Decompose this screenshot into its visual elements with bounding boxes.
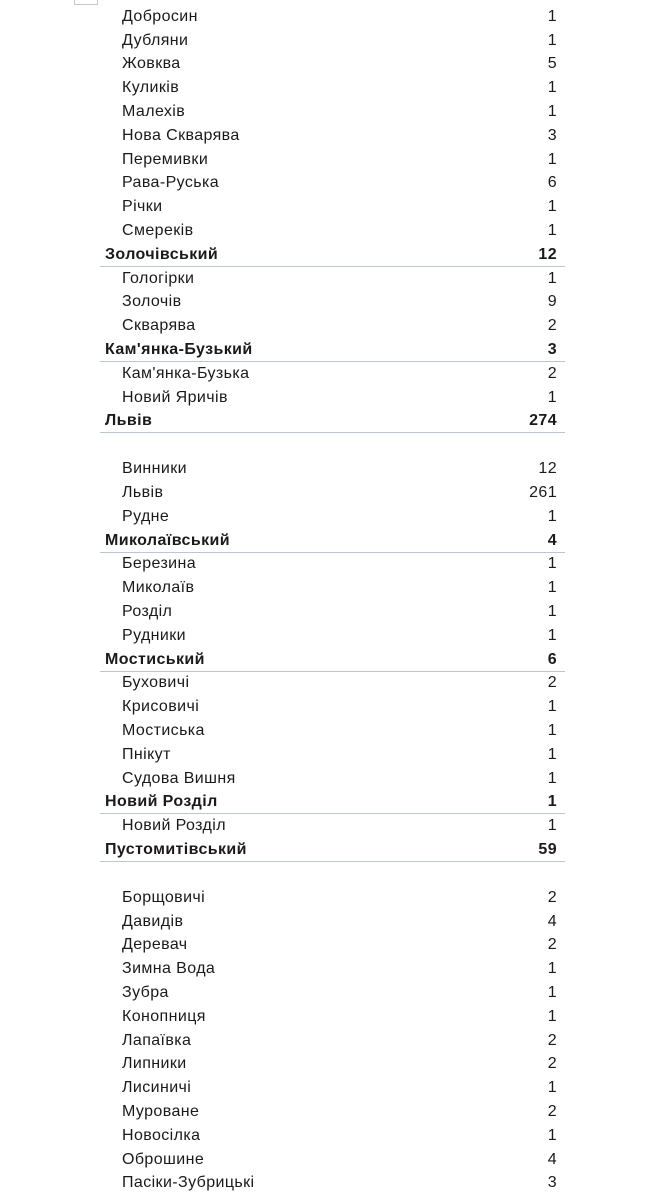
settlement-row bbox=[0, 148, 656, 172]
settlement-row bbox=[0, 695, 656, 719]
settlement-name: Винники bbox=[122, 460, 187, 478]
district-count: 12 bbox=[538, 245, 557, 263]
settlement-row bbox=[0, 291, 656, 315]
settlement-name: Крисовичі bbox=[122, 698, 200, 716]
settlement-row bbox=[0, 457, 656, 481]
settlement-row bbox=[0, 672, 656, 696]
settlement-count: 2 bbox=[547, 936, 557, 954]
settlement-row bbox=[0, 624, 656, 648]
blank-row bbox=[0, 433, 656, 457]
settlement-count: 1 bbox=[547, 1079, 557, 1097]
settlement-row bbox=[0, 910, 656, 934]
cases-by-settlement-table bbox=[0, 5, 656, 1195]
settlement-count: 2 bbox=[547, 1055, 557, 1073]
settlement-count: 1 bbox=[547, 722, 557, 739]
settlement-name: Добросин bbox=[122, 7, 198, 25]
settlement-count: 12 bbox=[538, 460, 557, 478]
settlement-count: 1 bbox=[547, 507, 557, 525]
settlement-count: 1 bbox=[547, 745, 557, 763]
settlement-row bbox=[0, 1171, 656, 1195]
district-count: 1 bbox=[547, 793, 557, 811]
district-name: Пустомитівський bbox=[105, 840, 247, 858]
settlement-name: Рудники bbox=[122, 626, 186, 644]
settlement-count: 1 bbox=[547, 698, 557, 716]
settlement-row bbox=[0, 957, 656, 981]
settlement-name: Новосілка bbox=[122, 1126, 201, 1144]
settlement-row bbox=[0, 1100, 656, 1124]
settlement-row bbox=[0, 814, 656, 838]
settlement-name: Золочів bbox=[122, 293, 182, 311]
settlement-count: 1 bbox=[547, 555, 557, 573]
settlement-row bbox=[0, 886, 656, 910]
settlement-name: Буховичі bbox=[122, 674, 190, 692]
district-total-row bbox=[0, 648, 656, 672]
settlement-name: Борщовичі bbox=[122, 888, 206, 906]
district-name: Новий Розділ bbox=[105, 793, 218, 811]
settlement-row bbox=[0, 981, 656, 1005]
settlement-row bbox=[0, 386, 656, 410]
settlement-name: Дубляни bbox=[122, 31, 189, 49]
settlement-name: Куликів bbox=[122, 79, 180, 97]
settlement-row bbox=[0, 5, 656, 29]
district-total-row bbox=[0, 838, 656, 862]
district-count: 274 bbox=[529, 412, 557, 430]
settlement-name: Новий Розділ bbox=[122, 817, 226, 835]
settlement-name: Львів bbox=[122, 484, 164, 502]
settlement-count: 1 bbox=[547, 769, 557, 787]
settlement-name: Розділ bbox=[122, 603, 173, 621]
settlement-count: 1 bbox=[547, 79, 557, 97]
settlement-count: 1 bbox=[547, 579, 557, 597]
district-total-row bbox=[0, 410, 656, 434]
settlement-name: Миколаїв bbox=[122, 579, 195, 597]
settlement-count: 3 bbox=[547, 1174, 557, 1192]
settlement-name: Березина bbox=[122, 555, 197, 573]
settlement-row bbox=[0, 1029, 656, 1053]
settlement-count: 1 bbox=[547, 1126, 557, 1144]
district-name: Львів bbox=[105, 412, 153, 430]
district-count: 4 bbox=[547, 531, 557, 549]
settlement-row bbox=[0, 1124, 656, 1148]
settlement-row bbox=[0, 600, 656, 624]
settlement-name: Рудне bbox=[122, 507, 170, 525]
settlement-count: 1 bbox=[547, 31, 557, 49]
settlement-row bbox=[0, 576, 656, 600]
settlement-count: 5 bbox=[547, 55, 557, 73]
settlement-name: Лисиничі bbox=[122, 1079, 192, 1097]
district-count: 3 bbox=[547, 341, 557, 359]
settlement-name: Річки bbox=[122, 198, 163, 216]
settlement-row bbox=[0, 1005, 656, 1029]
settlement-row bbox=[0, 767, 656, 791]
settlement-name: Пасіки-Зубрицькі bbox=[122, 1174, 255, 1192]
settlement-name: Пнікут bbox=[122, 745, 171, 763]
settlement-row bbox=[0, 362, 656, 386]
settlement-row bbox=[0, 1148, 656, 1172]
district-name: Кам'янка-Бузький bbox=[105, 341, 253, 359]
settlement-row bbox=[0, 553, 656, 577]
settlement-count: 1 bbox=[547, 626, 557, 644]
settlement-count: 2 bbox=[547, 317, 557, 335]
settlement-count: 1 bbox=[547, 269, 557, 287]
district-name: Золочівський bbox=[105, 245, 219, 263]
settlement-count: 1 bbox=[547, 983, 557, 1001]
settlement-name: Судова Вишня bbox=[122, 769, 236, 787]
settlement-count: 261 bbox=[529, 484, 557, 502]
settlement-name: Муроване bbox=[122, 1102, 200, 1120]
district-count: 6 bbox=[547, 650, 557, 668]
settlement-row bbox=[0, 76, 656, 100]
settlement-count: 1 bbox=[547, 603, 557, 621]
settlement-count: 1 bbox=[547, 1007, 557, 1025]
settlement-row bbox=[0, 743, 656, 767]
settlement-count: 9 bbox=[547, 293, 557, 311]
settlement-name: Нова Скварява bbox=[122, 126, 240, 144]
settlement-name: Липники bbox=[122, 1055, 187, 1073]
settlement-count: 2 bbox=[547, 674, 557, 692]
settlement-row bbox=[0, 314, 656, 338]
settlement-row bbox=[0, 219, 656, 243]
settlement-row bbox=[0, 100, 656, 124]
settlement-row bbox=[0, 53, 656, 77]
settlement-row bbox=[0, 719, 656, 743]
settlement-row bbox=[0, 481, 656, 505]
district-total-row bbox=[0, 338, 656, 362]
district-total-row bbox=[0, 243, 656, 267]
settlement-row bbox=[0, 124, 656, 148]
settlement-name: Деревач bbox=[122, 936, 188, 954]
settlement-name: Лапаївка bbox=[122, 1031, 192, 1049]
settlement-name: Оброшине bbox=[122, 1150, 205, 1168]
settlement-name: Перемивки bbox=[122, 150, 209, 168]
district-count: 59 bbox=[538, 840, 557, 858]
district-total-row bbox=[0, 791, 656, 815]
settlement-row bbox=[0, 195, 656, 219]
settlement-row bbox=[0, 267, 656, 291]
settlement-count: 1 bbox=[547, 198, 557, 216]
settlement-count: 6 bbox=[547, 174, 557, 192]
settlement-row bbox=[0, 1052, 656, 1076]
settlement-count: 2 bbox=[547, 1102, 557, 1120]
settlement-row bbox=[0, 933, 656, 957]
district-total-row bbox=[0, 529, 656, 553]
settlement-name: Давидів bbox=[122, 912, 184, 930]
settlement-name: Новий Яричів bbox=[122, 388, 228, 406]
settlement-name: Скварява bbox=[122, 317, 196, 335]
settlement-name: Жовква bbox=[122, 55, 181, 73]
settlement-name: Зубра bbox=[122, 983, 169, 1001]
settlement-name: Мостиська bbox=[122, 722, 205, 739]
settlement-count: 4 bbox=[547, 1150, 557, 1168]
settlement-name: Малехів bbox=[122, 103, 186, 121]
settlement-row bbox=[0, 29, 656, 53]
settlement-name: Смереків bbox=[122, 222, 194, 240]
settlement-name: Рава-Руська bbox=[122, 174, 220, 192]
settlement-count: 1 bbox=[547, 7, 557, 25]
district-name: Мостиський bbox=[105, 650, 205, 668]
settlement-count: 3 bbox=[547, 126, 557, 144]
settlement-count: 1 bbox=[547, 817, 557, 835]
settlement-count: 2 bbox=[547, 364, 557, 382]
settlement-name: Конопниця bbox=[122, 1007, 206, 1025]
blank-row bbox=[0, 862, 656, 886]
settlement-count: 1 bbox=[547, 103, 557, 121]
settlement-count: 4 bbox=[547, 912, 557, 930]
settlement-count: 1 bbox=[547, 222, 557, 240]
settlement-count: 1 bbox=[547, 960, 557, 978]
settlement-name: Зимна Вода bbox=[122, 960, 216, 978]
settlement-count: 2 bbox=[547, 1031, 557, 1049]
settlement-name: Кам'янка-Бузька bbox=[122, 364, 250, 382]
settlement-row bbox=[0, 172, 656, 196]
settlement-count: 2 bbox=[547, 888, 557, 906]
settlement-row bbox=[0, 1076, 656, 1100]
settlement-name: Гологірки bbox=[122, 269, 195, 287]
settlement-count: 1 bbox=[547, 150, 557, 168]
settlement-row bbox=[0, 505, 656, 529]
district-name: Миколаївський bbox=[105, 531, 230, 549]
settlement-count: 1 bbox=[547, 388, 557, 406]
